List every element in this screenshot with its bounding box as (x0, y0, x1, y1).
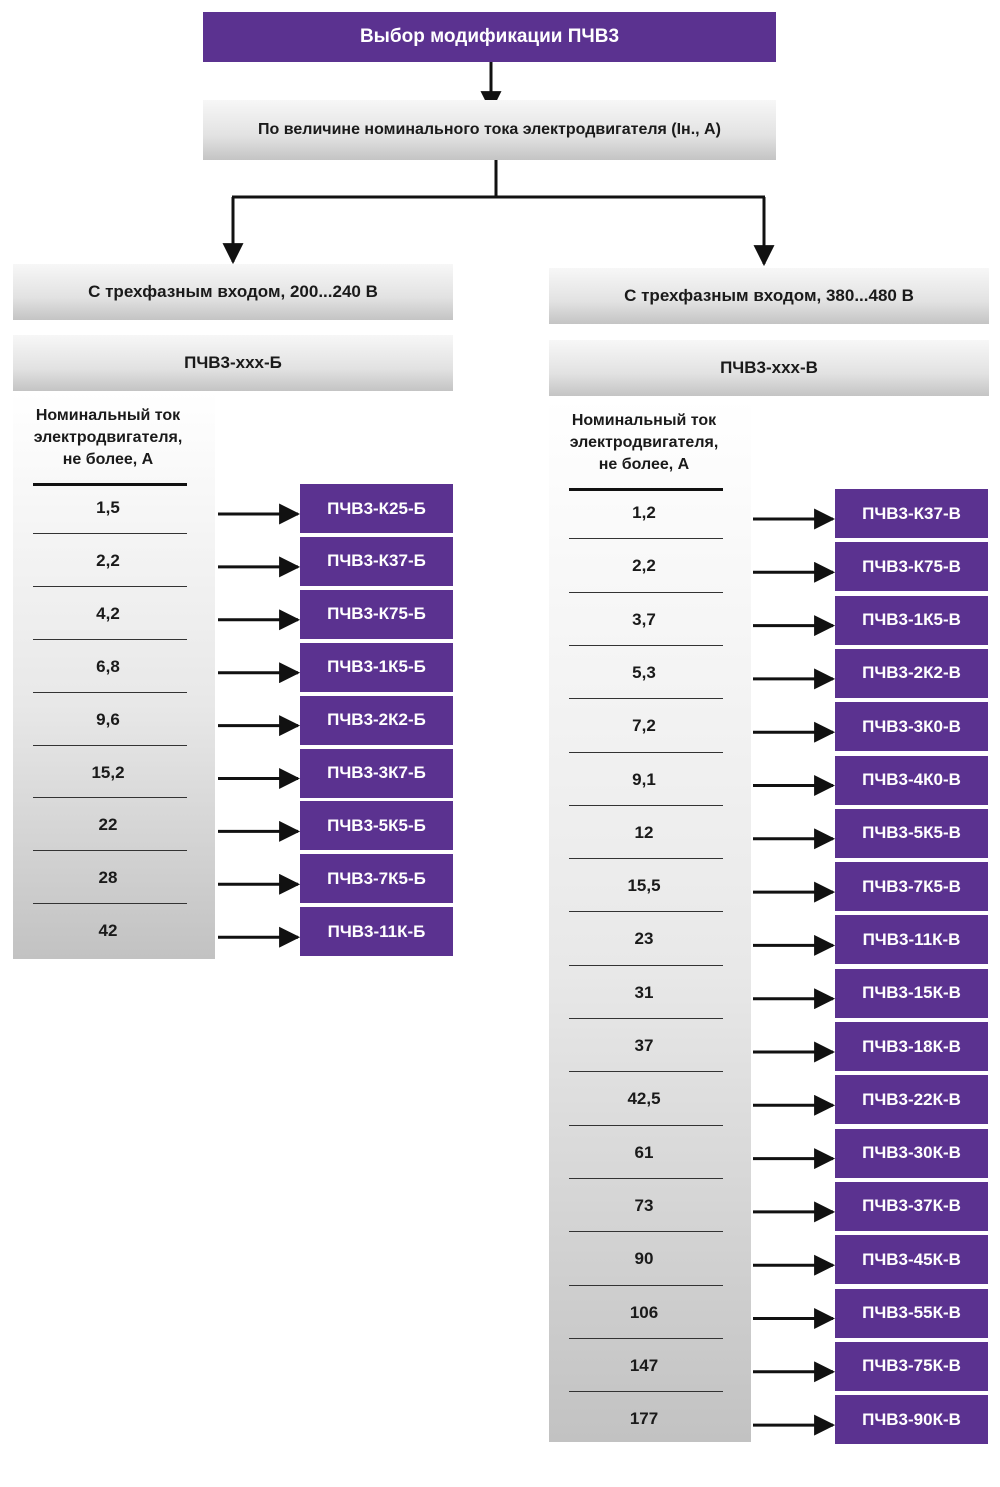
right-row-separator (569, 645, 723, 646)
left-input-voltage-header: С трехфазным входом, 200...240 В (13, 264, 453, 320)
left-model-box: ПЧВ3-К75-Б (300, 590, 453, 639)
left-model-box: ПЧВ3-1К5-Б (300, 643, 453, 692)
left-current-value: 42 (98, 921, 118, 941)
left-row-separator (33, 533, 187, 534)
right-current-value: 106 (629, 1302, 659, 1322)
right-current-value: 7,2 (632, 716, 656, 736)
right-current-value: 31 (634, 982, 654, 1002)
left-model-box: ПЧВ3-К37-Б (300, 537, 453, 586)
right-model-box: ПЧВ3-2К2-В (835, 649, 988, 698)
right-model-box: ПЧВ3-37К-В (835, 1182, 988, 1231)
right-current-value: 73 (634, 1195, 654, 1215)
left-column-title: Номинальный ток электродвигателя, не более, А (33, 407, 183, 468)
left-current-value: 1,5 (96, 498, 120, 517)
right-row-separator (569, 1071, 723, 1072)
right-row-separator (569, 1285, 723, 1286)
right-model-box: ПЧВ3-75К-В (835, 1342, 988, 1391)
right-current-value: 9,1 (632, 769, 656, 789)
right-column-title: Номинальный ток электродвигателя, не более, А (569, 412, 719, 473)
right-row-separator (569, 1018, 723, 1019)
right-current-value: 23 (634, 929, 654, 949)
left-model-box: ПЧВ3-5К5-Б (300, 801, 453, 850)
right-row-separator (569, 538, 723, 539)
right-current-value: 61 (634, 1142, 654, 1162)
right-model-box: ПЧВ3-15К-В (835, 969, 988, 1018)
right-model-box: ПЧВ3-К37-В (835, 489, 988, 538)
left-row-separator (33, 639, 187, 640)
left-current-value: 15,2 (91, 762, 125, 782)
right-model-box: ПЧВ3-5К5-В (835, 809, 988, 858)
right-model-box: ПЧВ3-22К-В (835, 1075, 988, 1124)
right-row-separator (569, 805, 723, 806)
right-row-separator (569, 965, 723, 966)
right-model-box: ПЧВ3-4К0-В (835, 756, 988, 805)
right-current-value: 15,5 (627, 876, 661, 896)
right-model-box: ПЧВ3-55К-В (835, 1289, 988, 1338)
right-row-separator (569, 592, 723, 593)
right-model-box: ПЧВ3-30К-В (835, 1129, 988, 1178)
right-current-value: 177 (629, 1409, 659, 1429)
right-row-separator (569, 1391, 723, 1392)
left-series-label: ПЧВ3-xxx-Б (13, 335, 453, 391)
right-current-value: 42,5 (627, 1089, 661, 1109)
left-current-value: 4,2 (96, 603, 120, 623)
right-model-box: ПЧВ3-К75-В (835, 542, 988, 591)
right-row-separator (569, 1178, 723, 1179)
right-row-separator (569, 858, 723, 859)
right-current-value: 2,2 (632, 556, 656, 576)
right-row-separator (569, 698, 723, 699)
left-model-box: ПЧВ3-К25-Б (300, 484, 453, 533)
right-model-box: ПЧВ3-90К-В (835, 1395, 988, 1444)
left-current-value: 28 (98, 868, 118, 888)
left-model-box: ПЧВ3-3К7-Б (300, 749, 453, 798)
left-row-separator (33, 903, 187, 904)
left-current-value: 9,6 (96, 709, 120, 729)
right-model-box: ПЧВ3-3К0-В (835, 702, 988, 751)
left-row-separator (33, 797, 187, 798)
right-row-separator (569, 1125, 723, 1126)
right-current-value: 147 (629, 1355, 659, 1375)
selection-criterion: По величине номинального тока электродвигателя (Iн., А) (203, 100, 776, 160)
right-current-value: 3,7 (632, 609, 656, 629)
left-current-value: 6,8 (96, 656, 120, 676)
left-row-separator (33, 850, 187, 851)
right-row-separator (569, 752, 723, 753)
right-current-value: 12 (634, 822, 654, 842)
right-model-box: ПЧВ3-1К5-В (835, 596, 988, 645)
left-row-separator (33, 586, 187, 587)
right-series-label: ПЧВ3-xxx-В (549, 340, 989, 396)
left-model-box: ПЧВ3-11К-Б (300, 907, 453, 956)
left-model-box: ПЧВ3-2К2-Б (300, 696, 453, 745)
right-current-value: 1,2 (632, 503, 656, 522)
right-current-value: 90 (634, 1249, 654, 1269)
right-model-box: ПЧВ3-7К5-В (835, 862, 988, 911)
right-model-box: ПЧВ3-11К-В (835, 915, 988, 964)
left-row-separator (33, 692, 187, 693)
right-row-separator (569, 1231, 723, 1232)
right-current-value: 5,3 (632, 662, 656, 682)
left-current-value: 22 (98, 815, 118, 835)
right-row-separator (569, 911, 723, 912)
left-row-separator (33, 745, 187, 746)
right-current-value: 37 (634, 1036, 654, 1055)
left-model-box: ПЧВ3-7К5-Б (300, 854, 453, 903)
right-input-voltage-header: С трехфазным входом, 380...480 В (549, 268, 989, 324)
page-title: Выбор модификации ПЧВ3 (203, 12, 776, 62)
right-row-separator (569, 1338, 723, 1339)
right-model-box: ПЧВ3-18К-В (835, 1022, 988, 1071)
left-current-value: 2,2 (96, 550, 120, 570)
right-model-box: ПЧВ3-45К-В (835, 1235, 988, 1284)
